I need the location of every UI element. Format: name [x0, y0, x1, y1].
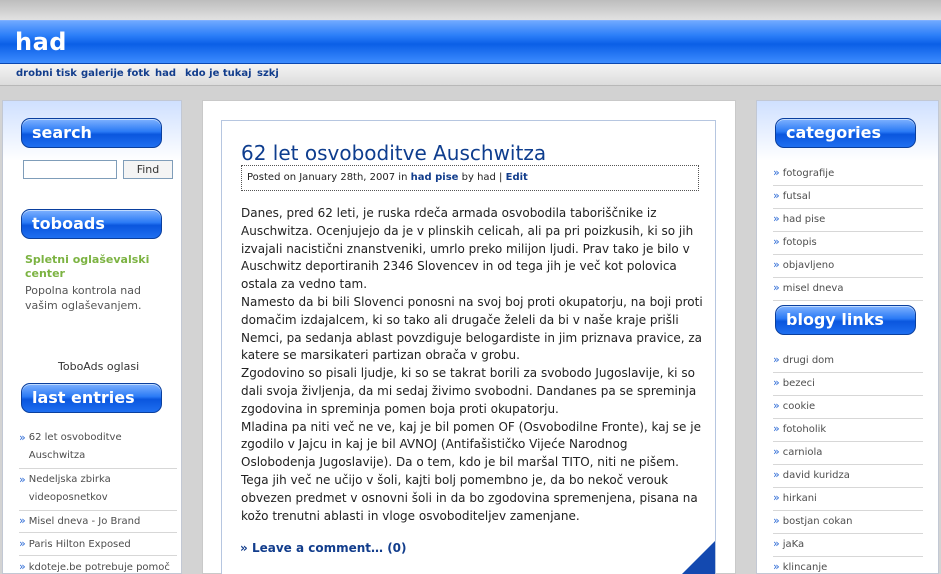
divider — [19, 532, 177, 533]
category-item[interactable] — [773, 164, 834, 183]
bullet-icon: » — [773, 445, 780, 458]
post — [221, 120, 716, 574]
ad-footer-link[interactable]: ToboAds oglasi — [58, 360, 140, 373]
blogy-link-label: bezeci — [782, 378, 815, 389]
blogy-link-item[interactable] — [773, 558, 827, 574]
post-category-link[interactable]: had pise — [410, 172, 459, 183]
blogy-link-label: drugi dom — [782, 355, 835, 366]
divider — [773, 418, 923, 419]
bullet-icon: » — [240, 541, 252, 555]
divider — [773, 277, 923, 278]
bullet-icon: » — [773, 258, 780, 271]
post-title[interactable]: 62 let osvoboditve Auschwitza — [241, 141, 547, 165]
blogy-link-item[interactable] — [773, 489, 817, 508]
blogy-link-label: carniola — [782, 447, 823, 458]
main-content — [202, 100, 736, 574]
post-edit-link[interactable]: Edit — [505, 172, 528, 183]
post-paragraph: Danes, pred 62 leti, je ruska rdeča armada osvobodila taboriščnike iz Auschwitza. Ocenjujejo da je v plinskih celicah, ali pa pri poizkusih, ki so jih izvajali nacistični znanstveniki, umrlo preko milijon ljudi. Prav tako je bilo v Auschwitz deportiranih 2346 Slovencev in od tega jih je več kot polovica ostala za vedno tam. — [241, 206, 694, 292]
divider — [19, 468, 177, 469]
blogy-link-item[interactable] — [773, 535, 804, 554]
nav-item-drobni-tisk[interactable]: drobni tisk — [16, 68, 77, 79]
divider — [773, 556, 923, 557]
categories-heading: categories — [775, 118, 916, 148]
divider — [773, 510, 923, 511]
leave-comment-link[interactable] — [240, 541, 407, 555]
last-entry-item[interactable] — [19, 512, 140, 531]
blogy-link-item[interactable] — [773, 420, 826, 439]
bullet-icon: » — [773, 235, 780, 248]
right-sidebar — [756, 100, 939, 574]
nav-item-szkj[interactable]: szkj — [257, 68, 279, 79]
divider — [773, 464, 923, 465]
blogy-link-item[interactable] — [773, 374, 815, 393]
divider — [19, 555, 177, 556]
nav-item-had[interactable]: had — [155, 68, 177, 79]
blogy-link-item[interactable] — [773, 397, 815, 416]
ad-text: Popolna kontrola nad vašim oglaševanjem. — [25, 284, 142, 312]
divider — [773, 372, 923, 373]
blogy-link-label: cookie — [782, 401, 816, 412]
bullet-icon: » — [773, 166, 780, 179]
category-item[interactable] — [773, 210, 825, 229]
blogy-links-heading: blogy links — [775, 305, 916, 335]
last-entry-item[interactable] — [19, 429, 159, 465]
post-paragraph: Mladina pa niti več ne ve, kaj je bil pomen OF (Osvobodilne Fronte), kaj se je zgodilo v Jajcu in kaj je bil AVNOJ (Antifašističko Vijeće Narodnog Oslobodenja Jugoslavije). Da o tem, kdo je bil maršal TITO, niti ne pišem. Tega jih več ne učijo v šoli, kajti bolj pomembno je, da bo nekoč verouk obvezen predmet v osnovni šoli in da bo zgodovina spremenjena, pisana na kožo trenutni ablasti in vloge osvoboditeljev zamenjane. — [241, 419, 701, 523]
search-input[interactable] — [23, 160, 117, 179]
site-header — [0, 20, 941, 64]
category-item[interactable] — [773, 233, 817, 252]
divider — [773, 231, 923, 232]
bullet-icon: » — [19, 514, 26, 527]
nav-item-galerije-fotk[interactable]: galerije fotk — [81, 68, 150, 79]
category-label: misel dneva — [782, 283, 844, 294]
leave-comment-label: Leave a comment… (0) — [251, 541, 407, 555]
blogy-link-label: hirkani — [782, 493, 817, 504]
post-meta — [241, 165, 699, 191]
blogy-link-label: jaKa — [782, 539, 805, 550]
divider — [773, 441, 923, 442]
blogy-link-label: david kuridza — [782, 470, 850, 481]
search-heading: search — [21, 118, 162, 148]
divider — [773, 533, 923, 534]
divider — [773, 208, 923, 209]
bullet-icon: » — [773, 468, 780, 481]
post-paragraph: Namesto da bi bili Slovenci ponosni na svoj boj proti okupatorju, na boji proti domačim izdajalcem, ki so tako ali drugače želeli da bi v naše kraje prišli Nemci, pa sedanja ablast povzdiguje belogardiste in jim priznava pravice, za katere se marsikateri partizan obrača v grobu. — [241, 294, 703, 363]
bullet-icon: » — [773, 514, 780, 527]
last-entry-label: Paris Hilton Exposed — [28, 539, 131, 550]
divider — [773, 487, 923, 488]
category-label: had pise — [782, 214, 826, 225]
bullet-icon: » — [19, 560, 26, 573]
find-button[interactable]: Find — [123, 160, 173, 179]
ad-title-link[interactable]: Spletni oglaševalski center — [25, 253, 150, 280]
category-label: futsal — [782, 191, 811, 202]
left-sidebar — [2, 100, 182, 574]
divider — [773, 300, 923, 301]
top-nav — [0, 64, 941, 86]
bullet-icon: » — [773, 353, 780, 366]
post-meta-author: by had | — [461, 172, 503, 183]
bullet-icon: » — [773, 422, 780, 435]
site-title[interactable]: had — [15, 28, 67, 56]
bullet-icon: » — [773, 399, 780, 412]
blogy-link-item[interactable] — [773, 443, 822, 462]
blogy-link-label: klincanje — [782, 562, 828, 573]
post-body — [241, 205, 703, 525]
bullet-icon: » — [773, 537, 780, 550]
category-item[interactable] — [773, 256, 834, 275]
category-label: fotopis — [782, 237, 817, 248]
bullet-icon: » — [773, 212, 780, 225]
divider — [773, 185, 923, 186]
last-entry-item[interactable] — [19, 471, 159, 507]
blogy-link-item[interactable] — [773, 351, 834, 370]
bullet-icon: » — [19, 431, 26, 444]
divider — [773, 395, 923, 396]
bullet-icon: » — [773, 189, 780, 202]
category-item[interactable] — [773, 187, 811, 206]
corner-decoration — [677, 541, 715, 574]
category-item[interactable] — [773, 279, 843, 298]
post-paragraph: Zgodovino so pisali ljudje, ki so se takrat borili za svobodo Jugoslavije, ki so dali svoja življenja, da mi sedaj živimo svobodni. Dandanes pa se spreminja zgodovina in spreminja pomen boja proti okupatorju. — [241, 366, 697, 416]
blogy-link-label: bostjan cokan — [782, 516, 853, 527]
divider — [19, 510, 177, 511]
blogy-link-label: fotoholik — [782, 424, 827, 435]
nav-gap — [0, 86, 941, 100]
last-entry-item[interactable] — [19, 535, 131, 554]
last-entry-item[interactable] — [19, 558, 170, 574]
last-entry-label: Nedeljska zbirka videoposnetkov — [28, 474, 111, 503]
blogy-link-item[interactable] — [773, 466, 850, 485]
category-label: objavljeno — [782, 260, 835, 271]
bullet-icon: » — [19, 473, 26, 486]
browser-top-strip — [0, 0, 941, 20]
bullet-icon: » — [773, 376, 780, 389]
bullet-icon: » — [19, 537, 26, 550]
last-entry-label: kdoteje.be potrebuje pomoč — [28, 562, 170, 573]
last-entry-label: 62 let osvoboditve Auschwitza — [28, 432, 122, 461]
bullet-icon: » — [773, 281, 780, 294]
last-entries-heading: last entries — [21, 383, 162, 413]
toboads-heading: toboads — [21, 209, 162, 239]
category-label: fotografije — [782, 168, 835, 179]
last-entry-label: Misel dneva - Jo Brand — [28, 516, 141, 527]
divider — [773, 254, 923, 255]
bullet-icon: » — [773, 560, 780, 573]
nav-item-kdo-je-tukaj[interactable]: kdo je tukaj — [185, 68, 252, 79]
post-meta-date: Posted on January 28th, 2007 in — [247, 172, 408, 183]
blogy-link-item[interactable] — [773, 512, 852, 531]
bullet-icon: » — [773, 491, 780, 504]
